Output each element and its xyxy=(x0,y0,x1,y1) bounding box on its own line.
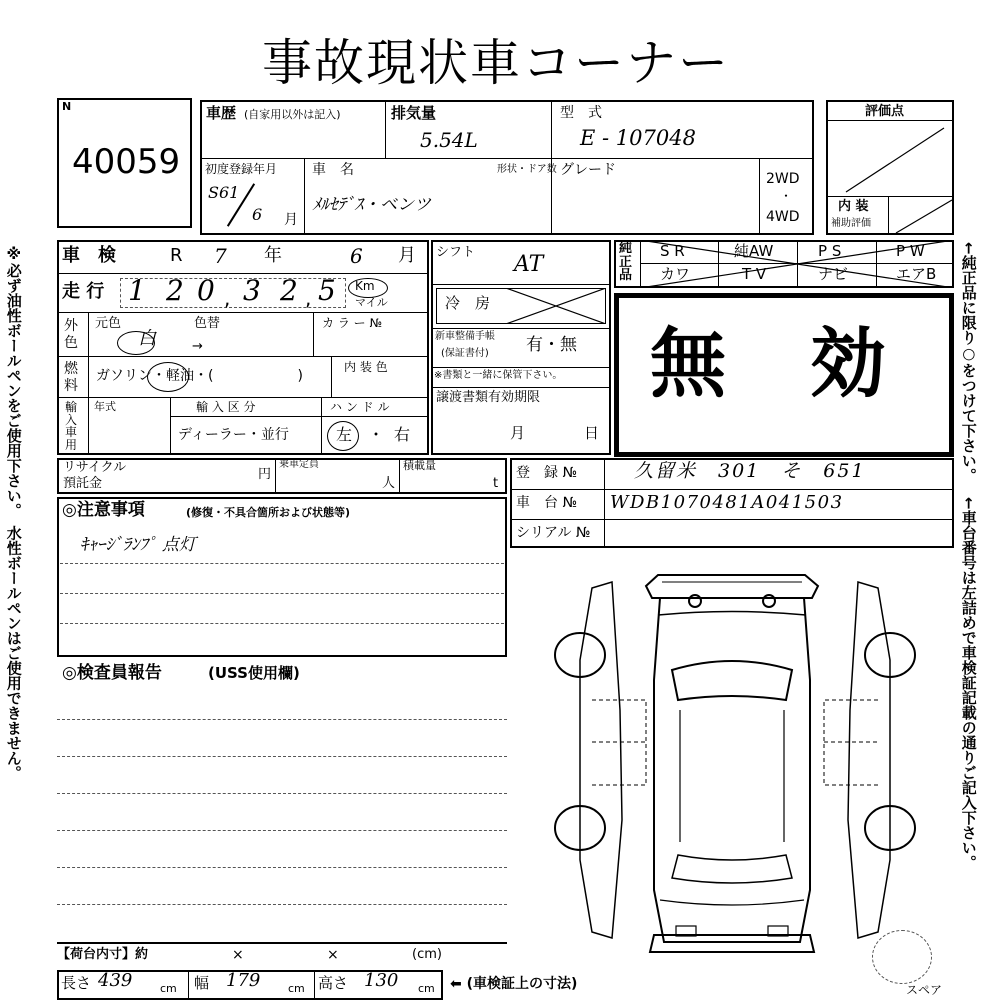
spare-tire-circle xyxy=(872,930,932,984)
inspector-heading: ◎検査員報告 xyxy=(62,663,162,683)
score-slash-marks xyxy=(826,100,954,235)
mileage-digit-1: 1 xyxy=(128,274,146,307)
shaken-era: R xyxy=(170,245,183,266)
interior-label: 内 装 xyxy=(838,199,869,214)
grade-label: グレード xyxy=(560,162,616,178)
car-damage-diagram xyxy=(550,560,920,960)
model-value: E - 107048 xyxy=(580,126,696,150)
right-side-note-chassis: ←車台番号は左詰めで車検証記載の通りご記入下さい。 xyxy=(959,497,978,870)
spare-label: スペア xyxy=(906,983,943,997)
invalid-stamp: 無 効 xyxy=(650,319,890,408)
color-change-label: 色替 xyxy=(194,316,221,331)
shift-label: シフト xyxy=(436,245,476,260)
color-change-arrow: → xyxy=(192,339,203,354)
handle-label: ハ ン ド ル xyxy=(330,400,390,414)
mileage-digit-6: 5 xyxy=(318,274,336,307)
genuine-tv: T V xyxy=(742,265,767,283)
cargo-unit: (cm) xyxy=(412,947,442,962)
page-title: 事故現状車コーナー xyxy=(262,34,730,92)
transfer-month: 月 xyxy=(510,424,526,442)
manual-note: ※書類と一緒に保管下さい。 xyxy=(434,370,563,381)
cargo-label: 【荷台内寸】約 xyxy=(57,947,149,962)
genuine-aw: 純AW xyxy=(734,242,774,260)
score-label: 評価点 xyxy=(865,104,905,119)
shaken-month-unit: 月 xyxy=(398,245,416,266)
notes-box xyxy=(57,497,507,657)
first-reg-label: 初度登録年月 xyxy=(205,162,278,176)
import-label: 輸入車用 xyxy=(65,400,78,452)
first-reg-month-unit: 月 xyxy=(284,212,298,228)
drive-2wd: 2WD xyxy=(766,171,800,187)
height-label: 高さ xyxy=(318,974,349,992)
shaken-label: 車 検 xyxy=(62,245,116,266)
shift-value: AT xyxy=(514,252,544,277)
lot-number: 40059 xyxy=(72,142,181,182)
orig-color-label: 元色 xyxy=(95,316,122,331)
cargo-x2: × xyxy=(327,947,339,963)
registration-label: 登 録 № xyxy=(516,465,578,481)
shaken-month: 6 xyxy=(350,244,363,268)
left-side-note: ※必ず油性ボールペンをご使用下さい。 水性ボールペンはご使用できません。 xyxy=(4,245,23,781)
mileage-digit-4: 3 xyxy=(243,274,261,307)
serial-label: シリアル № xyxy=(516,525,591,541)
car-name-label: 車 名 xyxy=(312,162,354,178)
car-name-value: ﾒﾙｾﾃﾞｽ・ベンツ xyxy=(312,195,431,215)
handle-right: 右 xyxy=(394,425,411,444)
right-side-note-genuine: ←純正品に限り○をつけて下さい。 xyxy=(959,242,978,483)
handle-sep: ・ xyxy=(368,425,385,444)
lot-label: N xyxy=(62,100,72,113)
displacement-value: 5.54L xyxy=(420,128,478,152)
mileage-unit-mile: マイル xyxy=(355,296,388,309)
notes-line-1: ｷｬｰｼﾞﾗﾝﾌﾟ 点灯 xyxy=(80,535,196,555)
mileage-label: 走 行 xyxy=(62,281,105,302)
chassis-value: WDB1070481A041503 xyxy=(610,492,844,513)
ac-cross-out xyxy=(436,288,606,324)
mileage-digit-3: 0 xyxy=(197,274,215,307)
genuine-navi: ナビ xyxy=(818,265,849,283)
manual-value: 有・無 xyxy=(526,335,577,355)
capacity-label: 乗車定員 xyxy=(279,459,319,470)
orig-color-value: 白 xyxy=(138,328,156,349)
model-label: 型 式 xyxy=(560,105,602,121)
notes-sub: (修復・不具合箇所および状態等) xyxy=(186,506,351,519)
capacity-unit: 人 xyxy=(382,476,396,491)
history-note: (自家用以外は記入) xyxy=(244,108,341,121)
fuel-label: 燃料 xyxy=(64,361,78,394)
width-value: 179 xyxy=(226,970,261,991)
fuel-options: ガソリン・軽油・( ) xyxy=(96,368,303,384)
shaken-year: 7 xyxy=(214,244,227,268)
history-label: 車歴 xyxy=(206,104,237,122)
transfer-day: 日 xyxy=(584,424,600,442)
drive-4wd: 4WD xyxy=(766,209,800,225)
load-label: 積載量 xyxy=(403,459,436,472)
length-value: 439 xyxy=(98,970,133,991)
interior-color-label: 内 装 色 xyxy=(344,360,388,374)
length-label: 長さ xyxy=(61,974,92,992)
first-reg-month: 6 xyxy=(252,205,263,224)
inspector-sub: (USS使用欄) xyxy=(208,664,300,682)
first-reg-year: S61 xyxy=(208,183,240,202)
width-unit: cm xyxy=(288,982,305,995)
genuine-pw: P W xyxy=(896,242,925,260)
color-label: 外色 xyxy=(64,318,78,351)
genuine-label: 純正品 xyxy=(619,241,633,284)
manual-label: 新車整備手帳 xyxy=(435,331,495,342)
mileage-digit-2: 2 xyxy=(166,274,184,307)
manual-sub: (保証書付) xyxy=(441,348,489,359)
shaken-year-unit: 年 xyxy=(264,245,282,266)
import-class-value: ディーラー・並行 xyxy=(178,427,289,443)
genuine-airbag: エアB xyxy=(896,265,937,283)
shape-door-label: 形状・ドア数 xyxy=(497,164,557,175)
width-label: 幅 xyxy=(194,974,210,992)
registration-value: 久留米 301 そ 651 xyxy=(634,460,866,482)
length-unit: cm xyxy=(160,982,177,995)
recycle-unit: 円 xyxy=(258,467,272,482)
dims-note: ⬅ (車検証上の寸法) xyxy=(450,976,578,992)
height-value: 130 xyxy=(364,970,399,991)
handle-left: 左 xyxy=(336,425,353,444)
genuine-ps: P S xyxy=(818,242,842,260)
color-no-label: カ ラ ー № xyxy=(322,316,382,330)
displacement-label: 排気量 xyxy=(391,104,437,122)
mileage-sep-2: , xyxy=(305,286,312,310)
height-unit: cm xyxy=(418,982,435,995)
genuine-sr: S R xyxy=(660,242,685,260)
import-class-label: 輸 入 区 分 xyxy=(196,400,256,414)
import-year-label: 年式 xyxy=(94,400,116,413)
interior-sub: 補助評価 xyxy=(831,218,871,229)
drive-dot: ・ xyxy=(780,189,793,203)
mileage-digit-5: 2 xyxy=(280,274,298,307)
transfer-label: 譲渡書類有効期限 xyxy=(436,390,541,405)
recycle-label-2: 預託金 xyxy=(63,476,103,491)
chassis-label: 車 台 № xyxy=(516,495,578,511)
mileage-sep-1: , xyxy=(224,286,231,310)
ac-label: 冷 房 xyxy=(445,294,491,312)
load-unit: t xyxy=(493,476,499,491)
genuine-leather: カワ xyxy=(660,265,691,283)
mileage-unit-km: Km xyxy=(355,279,375,293)
genuine-cross-out xyxy=(640,240,954,288)
cargo-x1: × xyxy=(232,947,244,963)
recycle-label-1: リサイクル xyxy=(63,460,127,475)
notes-heading: ◎注意事項 xyxy=(62,500,145,520)
